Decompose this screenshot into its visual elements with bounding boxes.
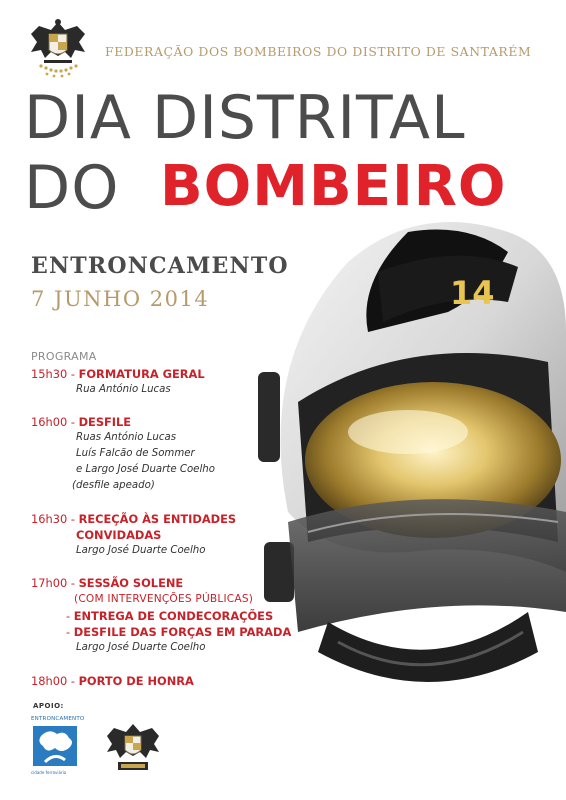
program-event-3: 16h30 - RECEÇÃO ÀS ENTIDADES: [31, 512, 237, 526]
title-line-2-prefix: DO: [24, 153, 120, 223]
event-subitem-text: ENTREGA DE CONDECORAÇÕES: [73, 609, 274, 623]
event-title: PORTO DE HONRA: [78, 674, 194, 688]
title-line-1: DIA DISTRITAL: [24, 83, 466, 153]
title-line-2-highlight: BOMBEIRO: [160, 154, 507, 219]
event-location: ENTRONCAMENTO: [31, 253, 289, 279]
helmet-number: 14: [450, 274, 495, 312]
event-place: Luís Falcão de Sommer: [76, 448, 195, 459]
event-time: 16h00: [31, 415, 68, 429]
event-place: Largo José Duarte Coelho: [76, 642, 206, 653]
federation-crest-logo: [27, 16, 89, 80]
event-date: 7 JUNHO 2014: [31, 287, 210, 311]
federation-small-crest-logo: [104, 720, 162, 776]
event-note-text: (COM INTERVENÇÕES PÚBLICAS): [74, 593, 254, 605]
event-place: Largo José Duarte Coelho: [76, 545, 206, 556]
event-subitem-2: - DESFILE DAS FORÇAS EM PARADA: [66, 625, 292, 639]
support-label: APOIO:: [33, 702, 64, 710]
program-label: PROGRAMA: [31, 350, 97, 363]
event-title: CONVIDADAS: [76, 528, 162, 542]
program-event-2: 16h00 - DESFILE: [31, 415, 132, 429]
entroncamento-logo-tagline: cidade ferroviária: [31, 770, 67, 775]
event-place: Rua António Lucas: [76, 384, 171, 395]
program-event-4: 17h00 - SESSÃO SOLENE: [31, 576, 184, 590]
firefighter-helmet-image: [258, 212, 566, 710]
event-title: FORMATURA GERAL: [78, 367, 205, 381]
federation-name: FEDERAÇÃO DOS BOMBEIROS DO DISTRITO DE SANTARÉM: [105, 44, 532, 59]
event-note: (desfile apeado): [72, 480, 155, 491]
entroncamento-emblem-icon: [31, 724, 87, 770]
event-time: 18h00: [31, 674, 68, 688]
entroncamento-logo-label: ENTRONCAMENTO: [31, 716, 85, 722]
event-note: [74, 593, 253, 605]
entroncamento-logo: [31, 716, 87, 778]
event-subitem-1: - ENTREGA DE CONDECORAÇÕES: [66, 609, 274, 623]
event-time: 16h30: [31, 512, 68, 526]
program-event-5: 18h00 - PORTO DE HONRA: [31, 674, 194, 688]
event-time: 15h30: [31, 367, 68, 381]
program-event-1: 15h30 - FORMATURA GERAL: [31, 367, 205, 381]
event-title: RECEÇÃO ÀS ENTIDADES: [78, 512, 237, 526]
event-place: e Largo José Duarte Coelho: [76, 464, 215, 475]
event-title: SESSÃO SOLENE: [78, 576, 184, 590]
event-title-cont: [76, 528, 161, 542]
event-subitem-text: DESFILE DAS FORÇAS EM PARADA: [73, 625, 292, 639]
event-place: Ruas António Lucas: [76, 432, 177, 443]
event-title: DESFILE: [78, 415, 132, 429]
event-time: 17h00: [31, 576, 68, 590]
